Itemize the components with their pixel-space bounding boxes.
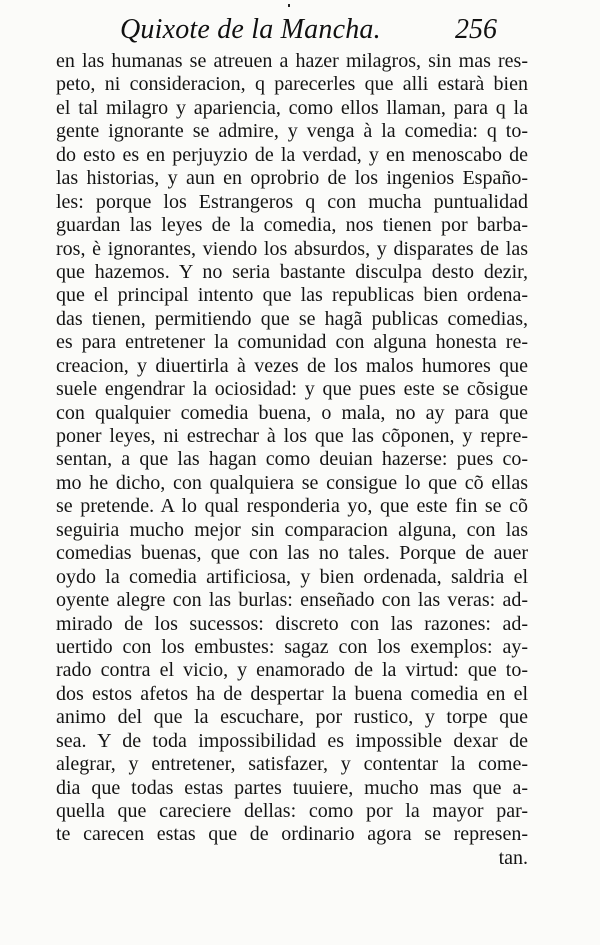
text-line: tan.: [498, 846, 528, 869]
text-line: suele engendrar la ociosidad: y que pues este se cõsigue: [56, 378, 528, 401]
text-line: ros, è ignorantes, viendo los absurdos, y disparates de las: [56, 237, 528, 260]
text-line: sea. Y de toda impossibilidad es impossible dexar de: [56, 729, 528, 752]
text-line: mirado de los sucessos: discreto con las razones: ad-: [56, 612, 528, 635]
text-line: peto, ni consideracion, q parecerles que alli estarà bien: [56, 73, 528, 96]
text-line: guardan las leyes de la comedia, nos tienen por barba-: [56, 214, 528, 237]
text-line: en las humanas se atreuen a hazer milagros, sin mas res-: [56, 50, 528, 72]
text-line: que el principal intento que las republicas bien ordena-: [56, 284, 528, 307]
text-line: animo del que la escuchare, por rustico, y torpe que: [56, 706, 528, 729]
ink-speck: [288, 4, 290, 7]
page-number: 256: [455, 14, 497, 45]
text-line: rado contra el vicio, y enamorado de la virtud: que to-: [56, 659, 528, 682]
text-line: mo he dicho, con qualquiera se consigue lo que cõ ellas: [56, 471, 528, 494]
text-line: comedias buenas, que con las no tales. Porque de auer: [56, 542, 528, 565]
text-line: creacion, y diuertirla à vezes de los malos humores que: [56, 354, 528, 377]
text-line: dos estos afetos ha de despertar la buena comedia en el: [56, 682, 528, 705]
text-line: te carecen estas que de ordinario agora se represen-: [56, 823, 528, 846]
text-line: el tal milagro y apariencia, como ellos llaman, para q la: [56, 96, 528, 119]
body-text: [56, 50, 528, 870]
text-line: quella que careciere dellas: como por la mayor par-: [56, 800, 528, 822]
text-line: uertido con los embustes: sagaz con los exemplos: ay-: [56, 635, 528, 658]
text-line: dia que todas estas partes tuuiere, mucho mas que a-: [56, 776, 528, 799]
text-line: las historias, y aun en oprobrio de los ingenios Españo-: [56, 167, 528, 190]
text-line: do esto es en perjuyzio de la verdad, y en menoscabo de: [56, 143, 528, 166]
text-line: se pretende. A lo qual responderia yo, que este fin se cõ: [56, 495, 528, 518]
text-line: es para entretener la comunidad con alguna honesta re-: [56, 331, 528, 354]
text-line: que hazemos. Y no seria bastante disculpa desto dezir,: [56, 260, 528, 283]
text-line: das tienen, permitiendo que se hagã publicas comedias,: [56, 307, 528, 330]
running-head: [0, 14, 600, 54]
text-line: seguiria mucho mejor sin comparacion alguna, con las: [56, 518, 528, 541]
text-line: oyente alegre con las burlas: enseñado con las veras: ad-: [56, 589, 528, 612]
text-line: gente ignorante se admire, y venga à la comedia: q to-: [56, 120, 528, 143]
text-line: con qualquier comedia buena, o mala, no ay para que: [56, 401, 528, 424]
text-line: les: porque los Estrangeros q con mucha puntualidad: [56, 190, 528, 213]
text-line: sentan, a que las hagan como deuian hazerse: pues co-: [56, 448, 528, 471]
text-line: oydo la comedia artificiosa, y bien ordenada, saldria el: [56, 565, 528, 588]
text-line: alegrar, y entretener, satisfazer, y contentar la come-: [56, 753, 528, 776]
running-title: Quixote de la Mancha.: [120, 14, 381, 45]
text-line: poner leyes, ni estrechar à los que las cõponen, y repre-: [56, 425, 528, 447]
